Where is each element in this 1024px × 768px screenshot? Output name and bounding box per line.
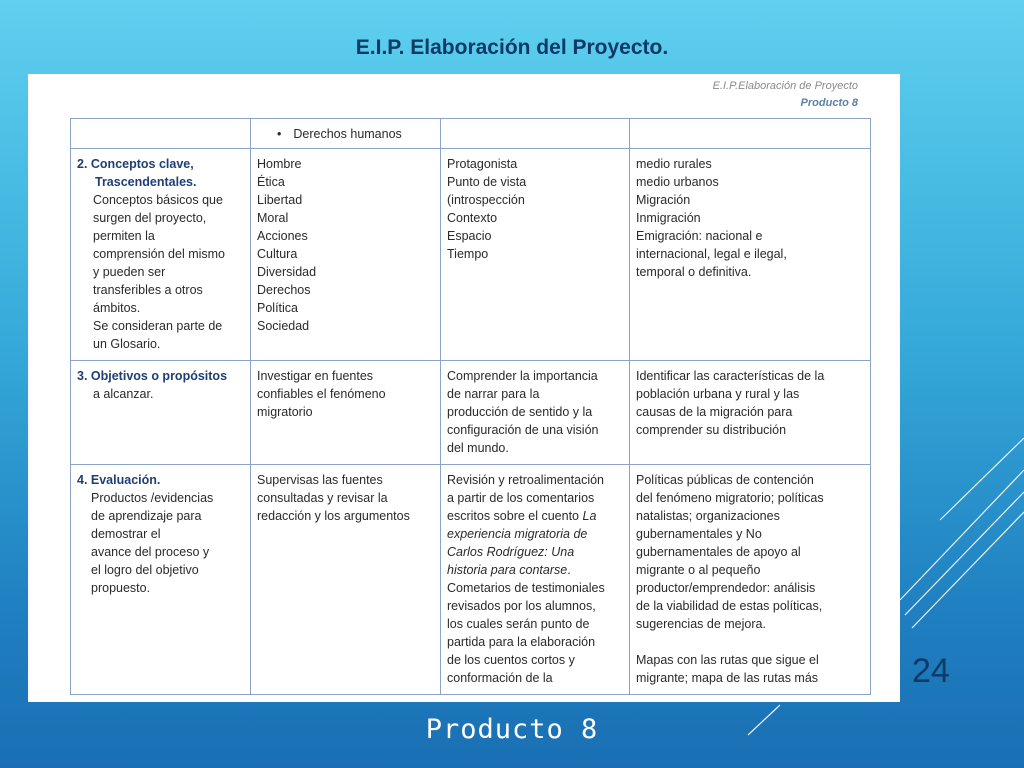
row-label-description — [77, 489, 244, 597]
document-image — [28, 74, 900, 702]
table-cell — [441, 119, 630, 149]
text-line: gubernamentales y No — [636, 527, 762, 541]
text-line: del mundo. — [447, 441, 509, 455]
table-row — [71, 149, 871, 361]
footer-product-label: Producto 8 — [425, 714, 599, 745]
text-line: Productos /evidencias — [91, 491, 214, 505]
text-line: propuesto. — [91, 581, 151, 595]
row-label-conceptos — [71, 149, 251, 361]
row-label-description: a alcanzar. — [93, 387, 154, 401]
text-line: causas de la migración para — [636, 405, 793, 419]
text-line: transferibles a otros — [93, 283, 203, 297]
text-line: avance del proceso y — [91, 545, 210, 559]
text-line: migratorio — [257, 405, 313, 419]
text-line: conformación de la — [447, 671, 553, 685]
text-line: Política — [257, 301, 298, 315]
table-cell — [630, 149, 871, 361]
text-line: Moral — [257, 211, 289, 225]
italic-text: experiencia migratoria de — [447, 527, 588, 541]
text-line: Se consideran parte de — [93, 319, 223, 333]
table-cell — [251, 465, 441, 695]
text-span: . — [567, 563, 571, 577]
text-line: Sociedad — [257, 319, 310, 333]
text-line: Derechos — [257, 283, 311, 297]
table-cell — [441, 149, 630, 361]
text-line: temporal o definitiva. — [636, 265, 752, 279]
document-header — [713, 78, 858, 112]
text-line: un Glosario. — [93, 337, 161, 351]
text-line: de la viabilidad de estas políticas, — [636, 599, 823, 613]
text-line: Identificar las características de la — [636, 369, 825, 383]
row-label-title: 3. Objetivos o propósitos — [77, 369, 228, 383]
text-line: revisados por los alumnos, — [447, 599, 596, 613]
table-row — [71, 361, 871, 465]
text-line: del fenómeno migratorio; políticas — [636, 491, 824, 505]
text-line: población urbana y rural y las — [636, 387, 800, 401]
blank-line — [636, 633, 864, 651]
text-line: Protagonista — [447, 157, 518, 171]
text-line: gubernamentales de apoyo al — [636, 545, 801, 559]
text-line: comprender su distribución — [636, 423, 787, 437]
text-line: Punto de vista — [447, 175, 527, 189]
text-line: Ética — [257, 175, 285, 189]
table-row — [71, 119, 871, 149]
text-line: Tiempo — [447, 247, 489, 261]
text-line: Cometarios de testimoniales — [447, 581, 605, 595]
text-line: ámbitos. — [93, 301, 141, 315]
text-line: Supervisas las fuentes — [257, 473, 383, 487]
text-span: escritos sobre el cuento — [447, 509, 583, 523]
text-line: Investigar en fuentes — [257, 369, 374, 383]
table-cell — [441, 465, 630, 695]
text-line: Acciones — [257, 229, 308, 243]
italic-text: La — [582, 509, 597, 523]
text-line: los cuales serán punto de — [447, 617, 590, 631]
page-number: 24 — [912, 652, 950, 690]
table-cell — [630, 361, 871, 465]
text-line: de narrar para la — [447, 387, 540, 401]
text-line: demostrar el — [91, 527, 161, 541]
text-line: Migración — [636, 193, 691, 207]
table-row — [71, 465, 871, 695]
text-line: Contexto — [447, 211, 498, 225]
text-line — [447, 507, 623, 525]
text-line: (introspección — [447, 193, 525, 207]
table-cell — [441, 361, 630, 465]
document-header-title: E.I.P.Elaboración de Proyecto — [712, 80, 858, 92]
text-line: sugerencias de mejora. — [636, 617, 766, 631]
row-label-title: 2. Conceptos clave, — [77, 157, 194, 171]
table-cell — [630, 465, 871, 695]
text-line: permiten la — [93, 229, 155, 243]
text-line: a partir de los comentarios — [447, 491, 595, 505]
text-line: Mapas con las rutas que sigue el — [636, 653, 819, 667]
text-line: y pueden ser — [93, 265, 166, 279]
text-line: de los cuentos cortos y — [447, 653, 575, 667]
row-label-title: 4. Evaluación. — [77, 473, 161, 487]
project-table — [70, 118, 871, 695]
document-header-product: Producto 8 — [800, 97, 858, 109]
text-line: natalistas; organizaciones — [636, 509, 780, 523]
text-line: partida para la elaboración — [447, 635, 596, 649]
text-line: consultadas y revisar la — [257, 491, 388, 505]
text-line: comprensión del mismo — [93, 247, 225, 261]
text-line: el logro del objetivo — [91, 563, 199, 577]
text-line: migrante o al pequeño — [636, 563, 761, 577]
text-line: Revisión y retroalimentación — [447, 473, 605, 487]
table-cell — [630, 119, 871, 149]
text-line: migrante; mapa de las rutas más — [636, 671, 819, 685]
table-cell — [251, 119, 441, 149]
text-line: confiables el fenómeno — [257, 387, 386, 401]
text-line: internacional, legal e ilegal, — [636, 247, 787, 261]
text-line: Emigración: nacional e — [636, 229, 763, 243]
table-cell — [71, 119, 251, 149]
text-line — [447, 525, 623, 543]
text-line: Inmigración — [636, 211, 701, 225]
text-line: Libertad — [257, 193, 303, 207]
text-line: Hombre — [257, 157, 302, 171]
italic-text: historia para contarse — [447, 563, 568, 577]
bullet-item: • Derechos humanos — [257, 127, 402, 141]
text-line: Diversidad — [257, 265, 317, 279]
text-line: redacción y los argumentos — [257, 509, 410, 523]
text-line: Conceptos básicos que — [93, 193, 223, 207]
text-line: medio rurales — [636, 157, 712, 171]
row-label-objetivos — [71, 361, 251, 465]
text-line: de aprendizaje para — [91, 509, 202, 523]
text-line: medio urbanos — [636, 175, 719, 189]
table-cell — [251, 149, 441, 361]
italic-text: Carlos Rodríguez: Una — [447, 545, 575, 559]
slide-title: E.I.P. Elaboración del Proyecto. — [355, 36, 669, 59]
text-line: configuración de una visión — [447, 423, 599, 437]
text-line: producción de sentido y la — [447, 405, 593, 419]
text-line: Políticas públicas de contención — [636, 473, 814, 487]
text-line — [447, 543, 623, 561]
row-label-description — [77, 191, 244, 353]
table-cell — [251, 361, 441, 465]
text-line: surgen del proyecto, — [93, 211, 207, 225]
row-label-subtitle: Trascendentales. — [95, 175, 197, 189]
text-line: productor/emprendedor: análisis — [636, 581, 816, 595]
text-line: Cultura — [257, 247, 298, 261]
text-line — [447, 561, 623, 579]
text-line: Comprender la importancia — [447, 369, 598, 383]
text-line: Espacio — [447, 229, 492, 243]
row-label-evaluacion — [71, 465, 251, 695]
